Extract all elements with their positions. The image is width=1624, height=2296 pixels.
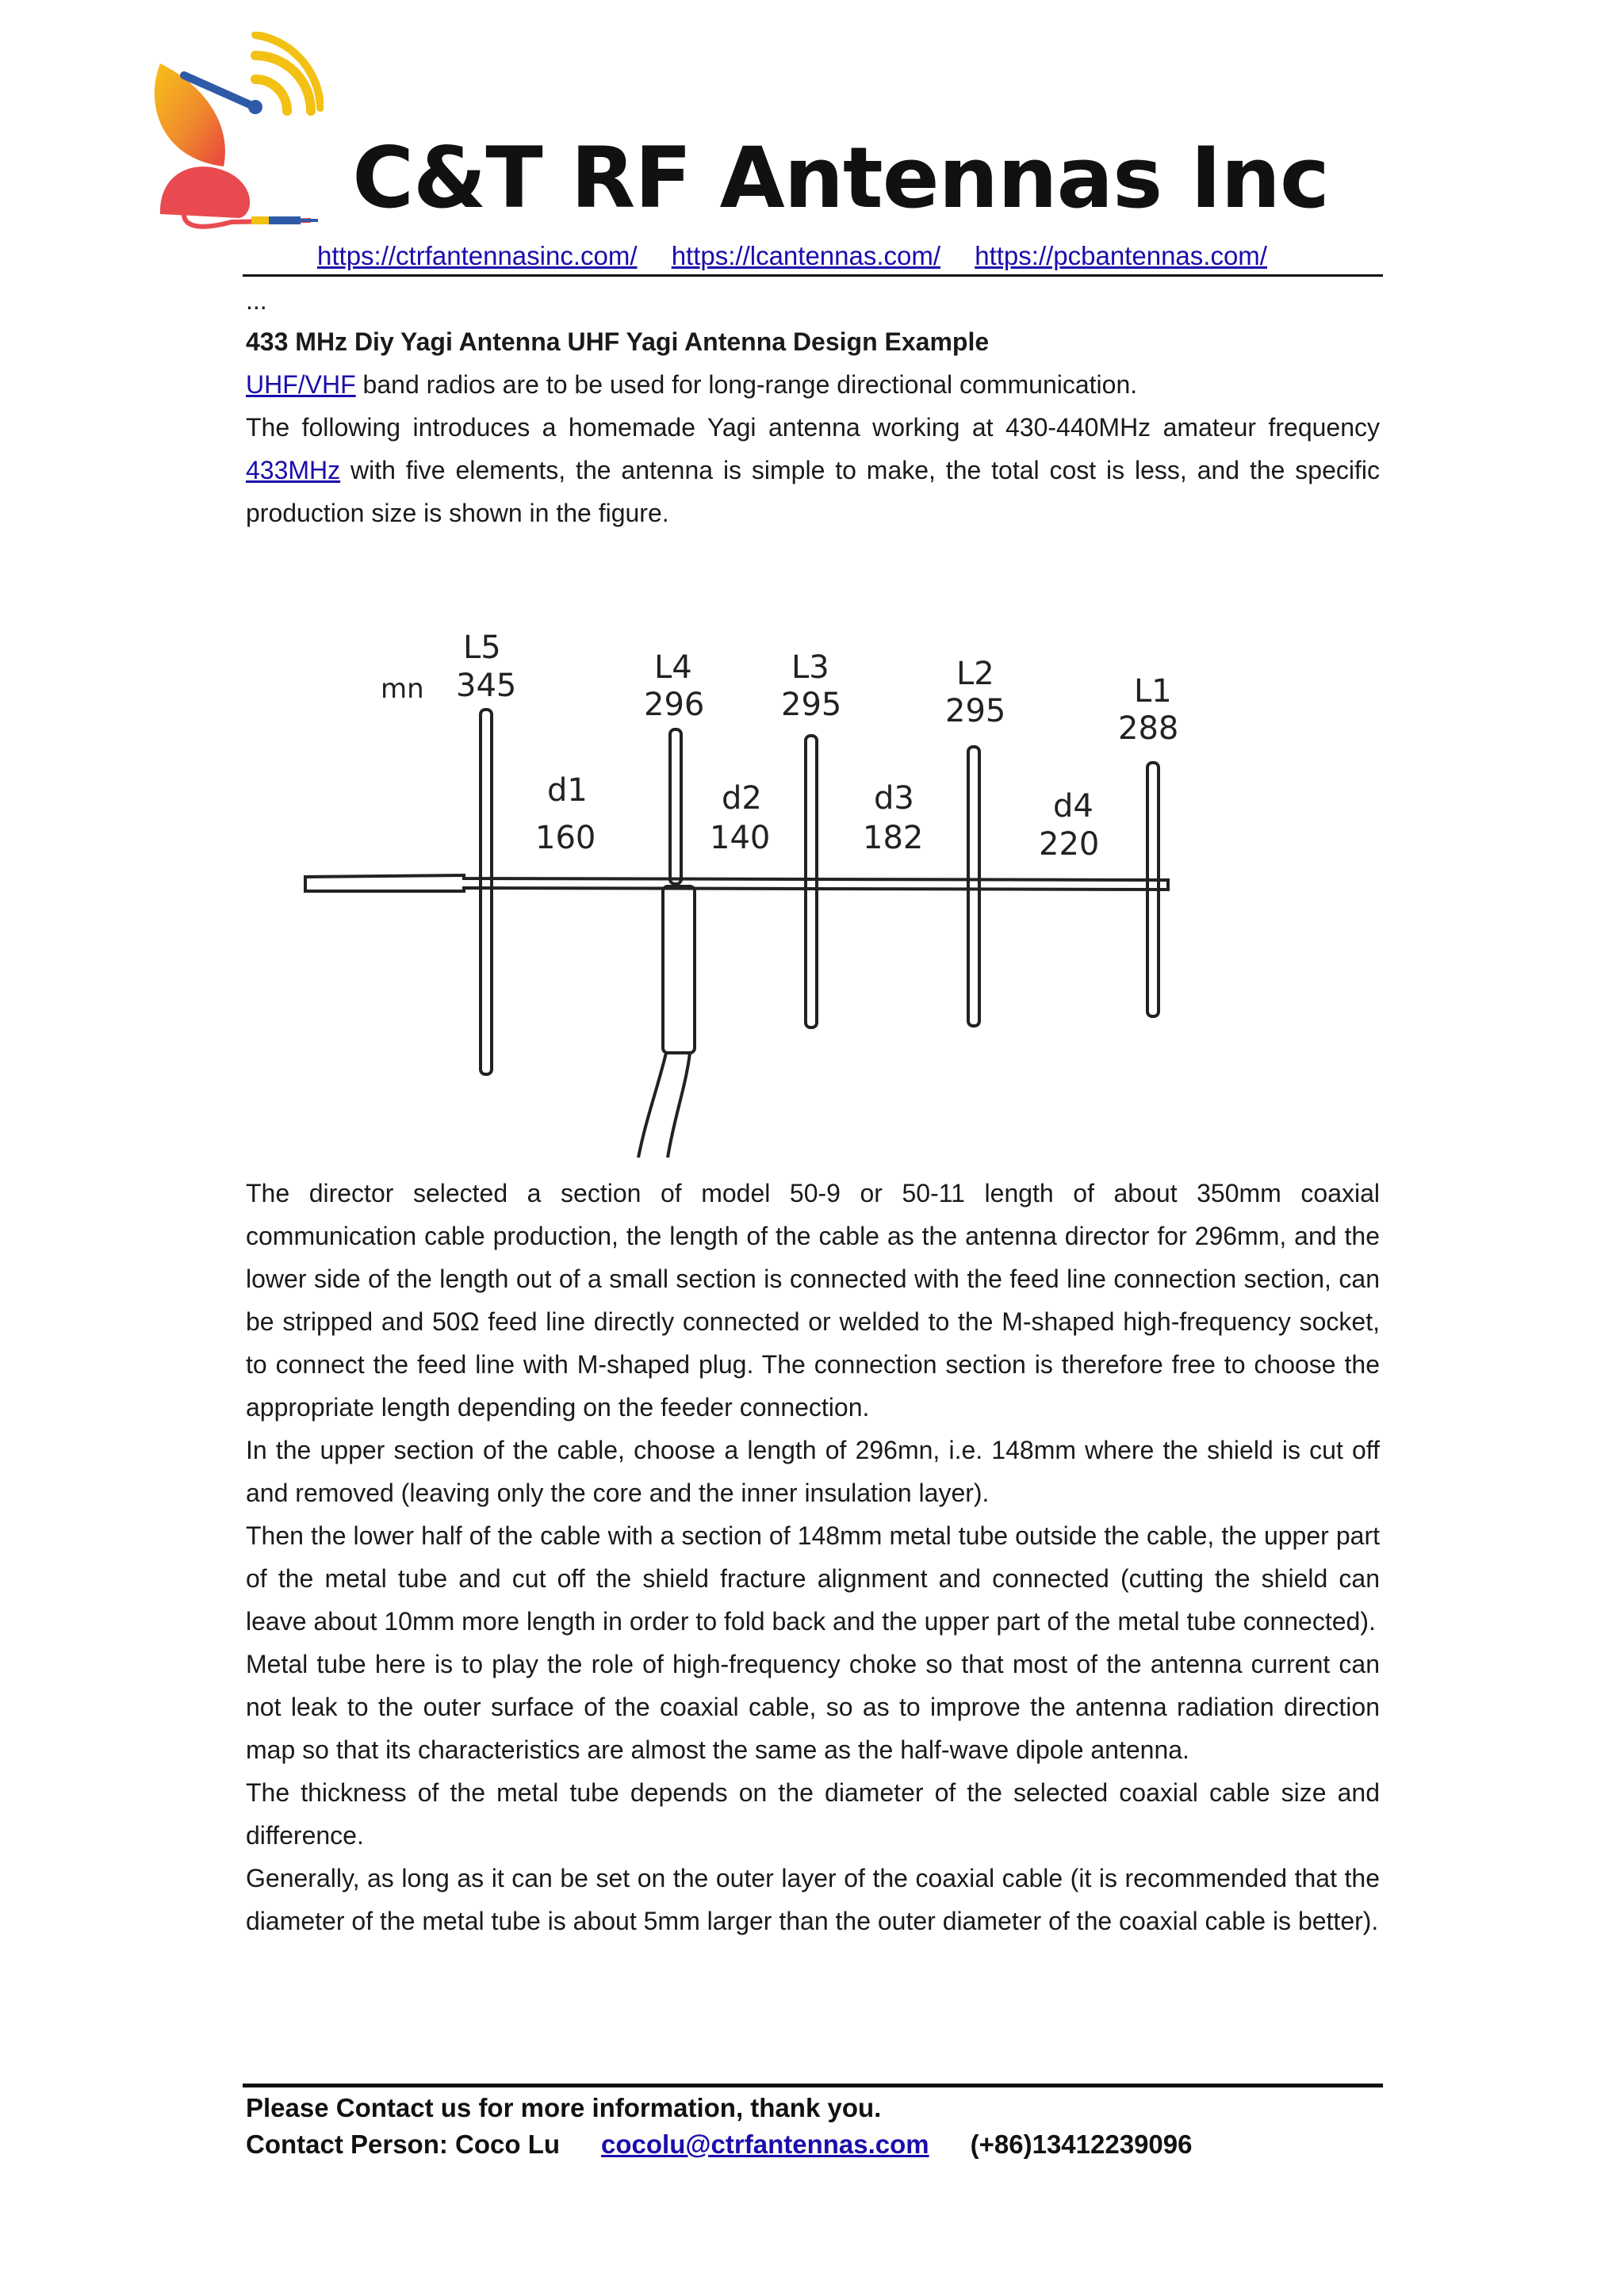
article-title: 433 MHz Diy Yagi Antenna UHF Yagi Antenna Design Example bbox=[246, 327, 990, 356]
description-text: The following introduces a homemade Yagi antenna working at 430-440MHz amateur frequency bbox=[246, 413, 1380, 442]
element-l3-value: 295 bbox=[781, 687, 842, 723]
intro-text: band radios are to be used for long-range directional communication. bbox=[355, 370, 1138, 399]
element-l5-name: L5 bbox=[463, 629, 501, 666]
website-link-lcantennas[interactable]: https://lcantennas.com/ bbox=[671, 241, 941, 270]
body-paragraph: Metal tube here is to play the role of high-frequency choke so that most of the antenna current can not leak to the outer surface of the coaxial cable, so as to improve the antenna radiation direction map so that its characteristics are almost the same as the half-wave dipole antenna. bbox=[246, 1650, 1380, 1764]
element-l2-name: L2 bbox=[956, 656, 994, 692]
footer-contact-row bbox=[246, 2126, 1380, 2163]
ellipsis-text: ... bbox=[246, 286, 267, 315]
footer-contact-note: Please Contact us for more information, thank you. bbox=[246, 2093, 882, 2122]
spacing-d2-value: 140 bbox=[710, 820, 771, 856]
body-paragraph: The thickness of the metal tube depends on the diameter of the selected coaxial cable size and difference. bbox=[246, 1778, 1380, 1850]
uhf-vhf-link[interactable]: UHF/VHF bbox=[246, 370, 356, 399]
description-paragraph bbox=[246, 406, 1380, 534]
header-divider bbox=[243, 274, 1383, 277]
body-paragraph: In the upper section of the cable, choose a length of 296mn, i.e. 148mm where the shield is cut off and removed (leaving only the core and the inner insulation layer). bbox=[246, 1436, 1380, 1507]
website-link-ctrfantennasinc[interactable]: https://ctrfantennasinc.com/ bbox=[317, 241, 638, 270]
element-l1-value: 288 bbox=[1118, 710, 1179, 747]
footer bbox=[246, 2090, 1380, 2163]
contact-person: Contact Person: Coco Lu bbox=[246, 2130, 561, 2159]
article-body bbox=[246, 1172, 1380, 1942]
spacing-d4-name: d4 bbox=[1053, 788, 1094, 825]
yagi-antenna-diagram bbox=[293, 610, 1189, 1165]
element-l1-name: L1 bbox=[1134, 673, 1172, 710]
spacing-d4-value: 220 bbox=[1039, 826, 1100, 863]
spacing-d3-value: 182 bbox=[863, 820, 924, 856]
body-paragraph: Then the lower half of the cable with a section of 148mm metal tube outside the cable, the upper part of the metal tube and cut off the shield fracture alignment and connected (cutting the shield can leave about 10mm more length in order to fold back and the upper part of the metal tube connected). bbox=[246, 1521, 1380, 1636]
element-l4-value: 296 bbox=[644, 687, 705, 723]
spacing-d2-name: d2 bbox=[722, 780, 762, 817]
footer-divider bbox=[243, 2084, 1383, 2087]
body-paragraph: Generally, as long as it can be set on the outer layer of the coaxial cable (it is recommended that the diameter of the metal tube is about 5mm larger than the outer diameter of the coaxial cable is better). bbox=[246, 1864, 1380, 1935]
intro-paragraph bbox=[246, 363, 1380, 406]
spacing-d1-name: d1 bbox=[547, 772, 588, 809]
element-l3-name: L3 bbox=[791, 649, 829, 686]
unit-label: mn bbox=[381, 673, 424, 705]
spacing-d1-value: 160 bbox=[535, 820, 596, 856]
company-name: C&T RF Antennas Inc bbox=[352, 129, 1329, 227]
contact-phone: (+86)13412239096 bbox=[970, 2130, 1193, 2159]
contact-email-link[interactable]: cocolu@ctrfantennas.com bbox=[601, 2130, 929, 2159]
element-l2-value: 295 bbox=[945, 693, 1006, 729]
element-l5-value: 345 bbox=[456, 668, 517, 704]
spacing-d3-name: d3 bbox=[874, 780, 914, 817]
website-links bbox=[317, 236, 1294, 276]
433mhz-link[interactable]: 433MHz bbox=[246, 456, 341, 484]
body-paragraph: The director selected a section of model 50-9 or 50-11 length of about 350mm coaxial communication cable production, the length of the cable as the antenna director for 296mm, and the lower side of the length out of a small section is connected with the feed line connection section, can be stripped and 50Ω feed line directly connected or welded to the M-shaped high-frequency socket, to connect the feed line with M-shaped plug. The connection section is therefore free to choose the appropriate length depending on the feeder connection. bbox=[246, 1179, 1380, 1422]
website-link-pcbantennas[interactable]: https://pcbantennas.com/ bbox=[975, 241, 1267, 270]
description-text-rest: with five elements, the antenna is simple to make, the total cost is less, and the specific production size is shown in the figure. bbox=[246, 456, 1380, 527]
article-intro bbox=[246, 363, 1380, 534]
element-l4-name: L4 bbox=[654, 649, 692, 686]
